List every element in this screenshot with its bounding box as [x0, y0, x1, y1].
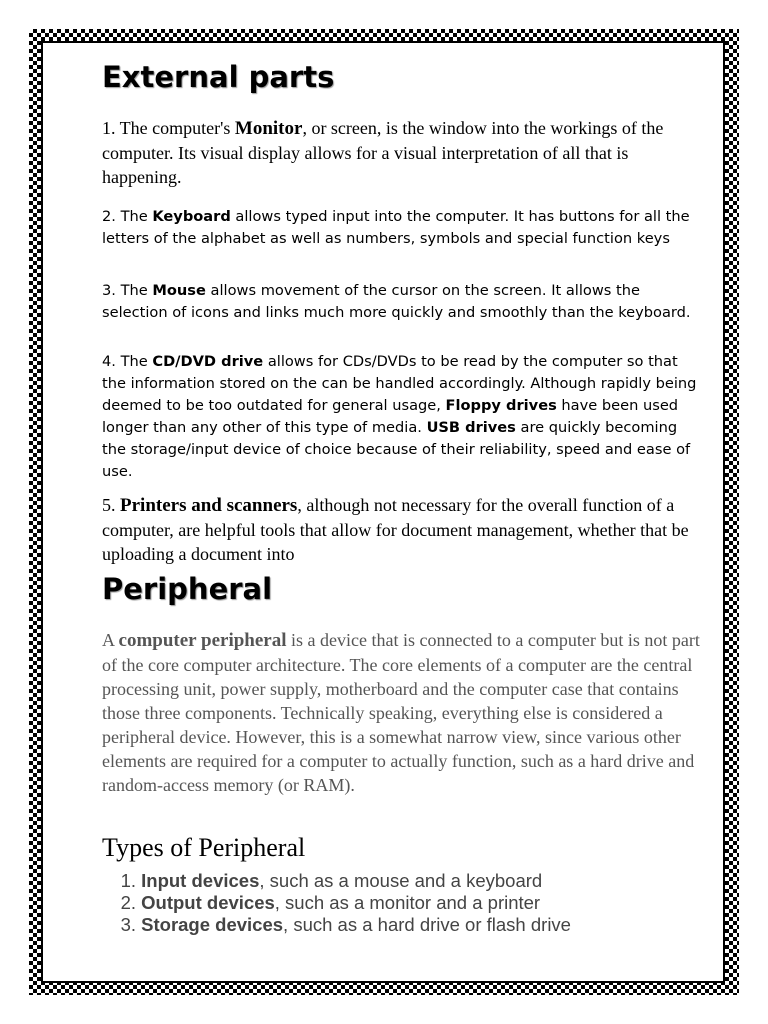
list-item [112, 914, 571, 936]
item5-text: , although not necessary for the overall function of a computer, are helpful tools that allow for document management, whether that be uploading a document into [102, 495, 689, 564]
item1-prefix: 1. The computer's [102, 118, 235, 138]
list-number: 3. [120, 914, 136, 935]
peripheral-text: is a device that is connected to a computer but is not part of the core computer architecture. The core elements of a computer are the central processing unit, power supply, motherboard and the computer case that contains those three components. Technically speaking, everything else is considered a peripheral device. However, this is a somewhat narrow view, since various other elements are required for a computer to actually function, such as a hard drive and random-access memory (or RAM). [102, 630, 700, 795]
paragraph-monitor [102, 116, 702, 189]
item3-text: allows movement of the cursor on the screen. It allows the selection of icons and links much more quickly and smoothly than the keyboard. [102, 282, 691, 321]
paragraph-peripheral [102, 628, 702, 797]
list-item-text: , such as a monitor and a printer [274, 892, 541, 913]
item4-text-a: allows for CDs/DVDs to be read by the computer so that the information stored on the can be handled accordingly. Although rapidly being deemed to be too outdated for general usage, [102, 353, 697, 414]
item4-text-b: have been used longer than any other of this type of media. [102, 397, 679, 436]
list-item [112, 892, 571, 914]
item2-prefix: 2. The [102, 208, 153, 225]
term-mouse: Mouse [152, 282, 206, 299]
heading-types-of-peripheral: Types of Peripheral [102, 833, 306, 862]
list-item-text: , such as a hard drive or flash drive [283, 914, 571, 935]
item4-text-c: are quickly becoming the storage/input device of choice because of their reliability, speed and ease of use. [102, 419, 691, 480]
paragraph-keyboard [102, 206, 702, 250]
item1-text: , or screen, is the window into the workings of the computer. Its visual display allows for a visual interpretation of all that is happening. [102, 118, 664, 187]
list-item-text: , such as a mouse and a keyboard [259, 870, 543, 891]
term-monitor: Monitor [234, 118, 303, 139]
item3-prefix: 3. The [102, 282, 153, 299]
paragraph-printers [102, 493, 702, 566]
item2-text: allows typed input into the computer. It has buttons for all the letters of the alphabet as well as numbers, symbols and special function keys [102, 208, 690, 247]
item4-prefix: 4. The [102, 353, 153, 370]
term-usb-drives: USB drives [426, 419, 516, 436]
term-storage-devices: Storage devices [141, 914, 284, 935]
item5-prefix: 5. [102, 495, 120, 515]
list-number: 1. [120, 870, 136, 891]
list-item [112, 870, 571, 892]
list-number: 2. [120, 892, 136, 913]
heading-external-parts: External parts [102, 60, 335, 94]
heading-peripheral: Peripheral [102, 572, 273, 606]
term-printers-scanners: Printers and scanners [120, 495, 298, 516]
term-keyboard: Keyboard [152, 208, 231, 225]
term-cd-dvd-drive: CD/DVD drive [152, 353, 264, 370]
term-input-devices: Input devices [141, 870, 260, 891]
term-floppy-drives: Floppy drives [445, 397, 557, 414]
paragraph-cd-dvd [102, 351, 702, 483]
types-list [112, 870, 571, 936]
term-output-devices: Output devices [141, 892, 275, 913]
term-computer-peripheral: computer peripheral [118, 630, 287, 651]
peripheral-prefix: A [102, 630, 119, 650]
paragraph-mouse [102, 280, 702, 324]
